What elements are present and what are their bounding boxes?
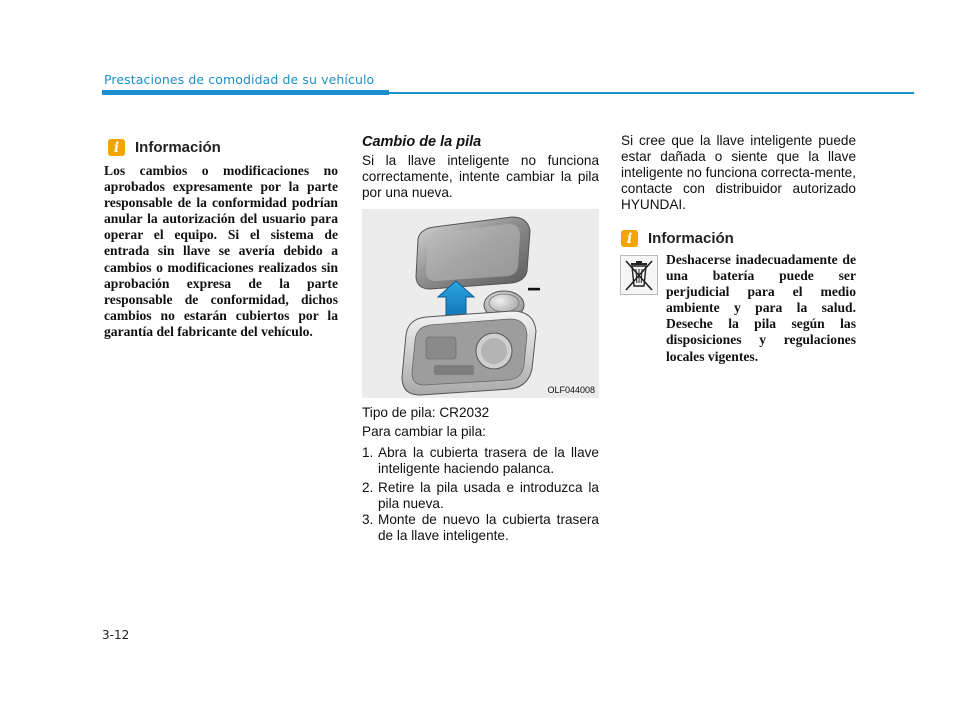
info-title: Información xyxy=(135,139,221,156)
smart-key-illustration xyxy=(362,209,599,398)
page-number: 3-12 xyxy=(102,628,130,642)
info-title: Información xyxy=(648,230,734,247)
header-section-title: Prestaciones de comodidad de su vehículo xyxy=(104,72,375,87)
intro-paragraph: Si la llave inteligente no funciona correctamente, intente cambiar la pila por una nueva. xyxy=(362,153,599,200)
smart-key-figure xyxy=(362,209,599,398)
battery-type: Tipo de pila: CR2032 xyxy=(362,405,490,420)
step-number: 1. xyxy=(362,445,374,460)
left-info-heading xyxy=(108,139,221,156)
info-icon: i xyxy=(108,139,125,156)
step-number: 3. xyxy=(362,512,374,527)
step-1 xyxy=(362,445,599,477)
step-text: Monte de nuevo la cubierta trasera de la llave inteligente. xyxy=(378,512,599,543)
step-text: Abra la cubierta trasera de la llave inteligente haciendo palanca. xyxy=(378,445,599,476)
step-3 xyxy=(362,512,599,544)
header-accent-bar xyxy=(102,90,389,95)
header-rule xyxy=(389,92,914,94)
minus-sign: − xyxy=(527,276,542,303)
step-number: 2. xyxy=(362,480,374,495)
right-info-heading xyxy=(621,230,734,247)
right-info-body: Deshacerse inadecuadamente de una batería puede ser perjudicial para el medio ambiente y para la salud. Deseche la pila según las disposiciones y regulaciones locales vigentes. xyxy=(666,252,856,364)
right-paragraph: Si cree que la llave inteligente puede estar dañada o siente que la llave inteligente no funciona correcta-mente, contacte con distribuidor autorizado HYUNDAI. xyxy=(621,133,857,212)
section-title: Cambio de la pila xyxy=(362,134,482,150)
crossed-out-bin-icon xyxy=(620,255,658,295)
steps-intro: Para cambiar la pila: xyxy=(362,424,486,439)
figure-code: OLF044008 xyxy=(547,385,595,395)
step-text: Retire la pila usada e introduzca la pila nueva. xyxy=(378,480,599,511)
step-2 xyxy=(362,480,599,512)
info-icon: i xyxy=(621,230,638,247)
left-info-body: Los cambios o modificaciones no aprobados expresamente por la parte responsable de la conformidad podrían anular la autorización del usuario para operar el equipo. Si el sistema de entrada sin llave se avería debido a cambios o modificaciones realizados sin aprobación expresa de la parte responsable de conformidad, dichos cambios no estarán cubiertos por la garantía del fabricante del vehículo. xyxy=(104,163,338,339)
